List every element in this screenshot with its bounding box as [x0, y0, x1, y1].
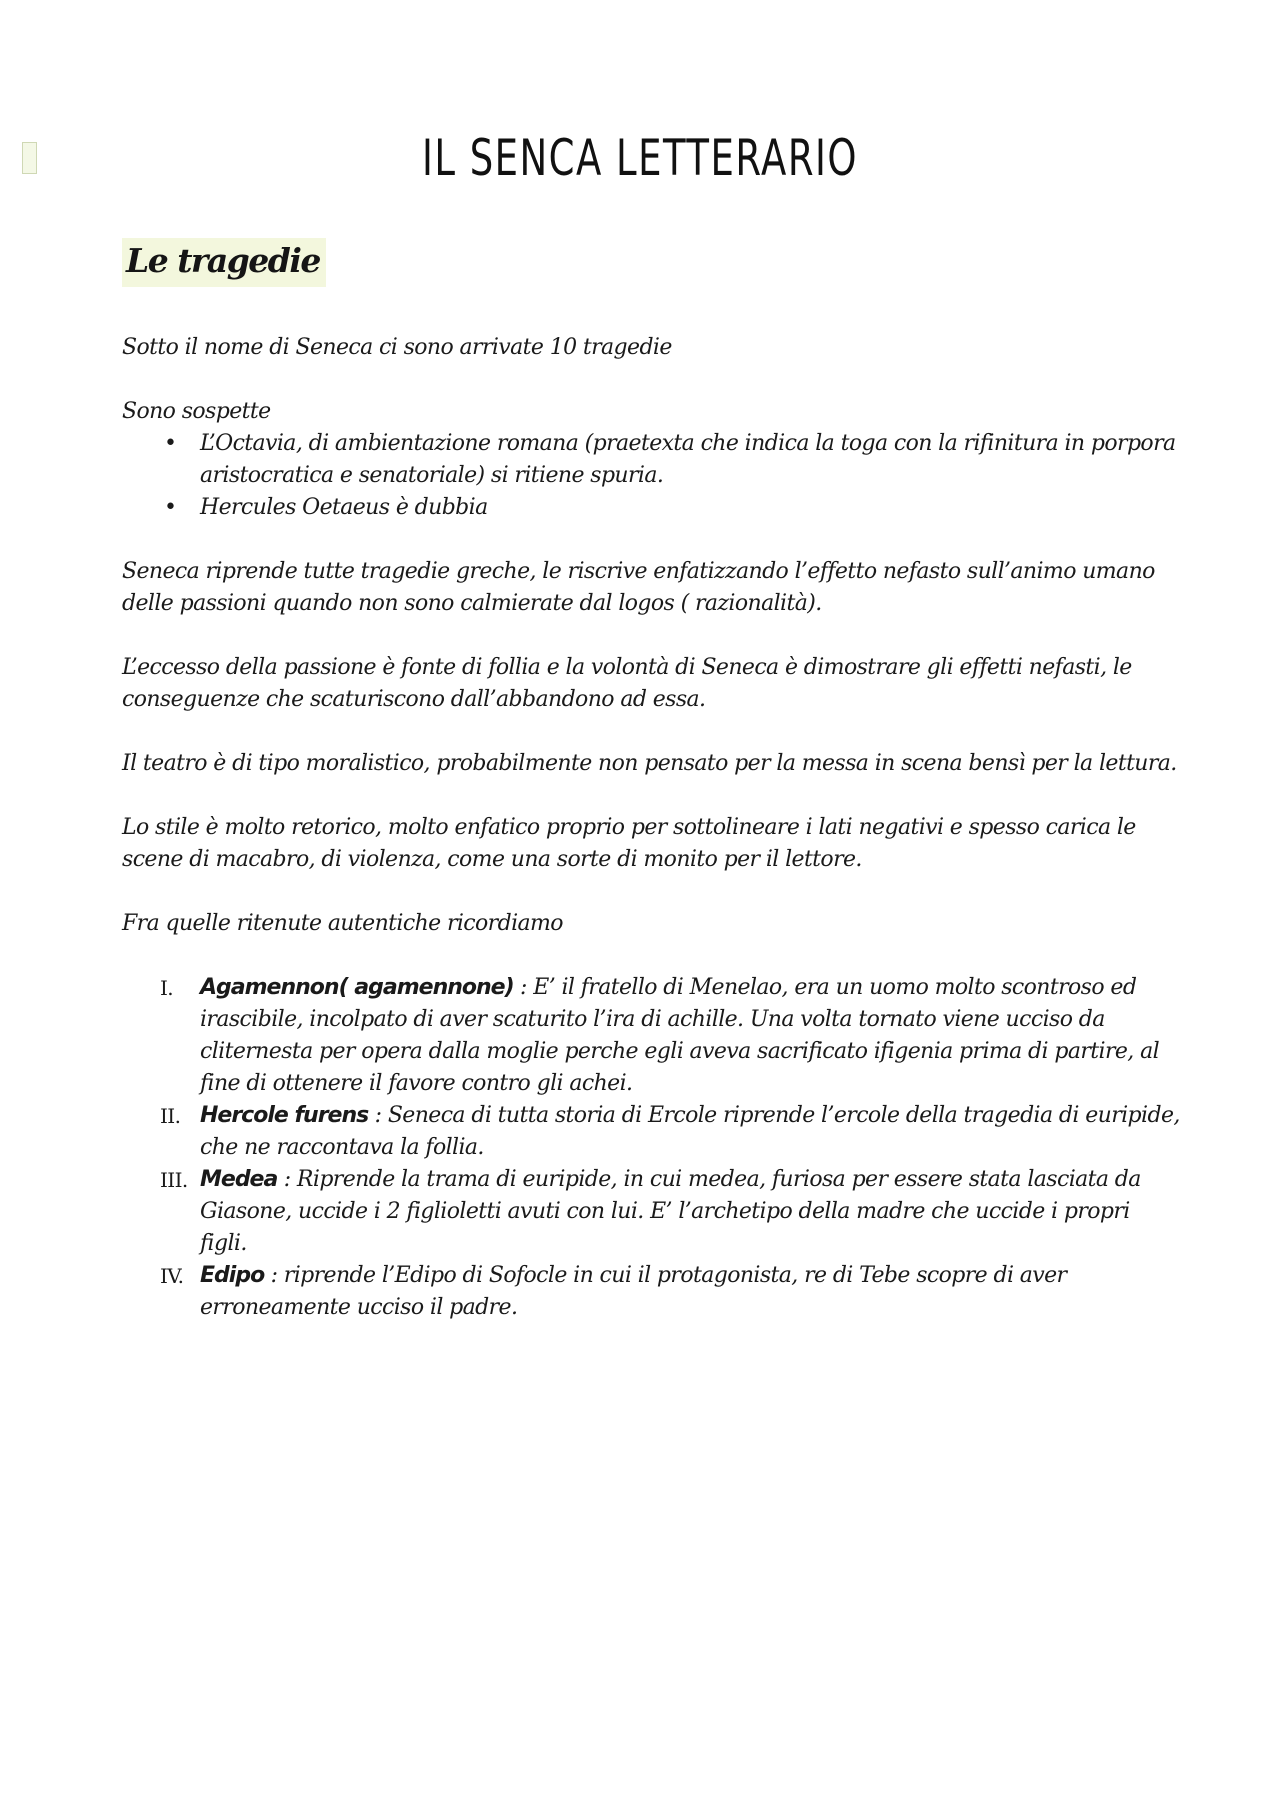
paragraph-passions: Seneca riprende tutte tragedie greche, le riscrive enfatizzando l’effetto nefasto sull’animo umano delle passioni quando non sono calmierate dal logos ( razionalità).	[122, 559, 1155, 616]
section-heading: Le tragedie	[122, 238, 326, 287]
list-numeral: III.	[160, 1168, 188, 1192]
list-item	[122, 1164, 1182, 1260]
tragedy-description: : riprende l’Edipo di Sofocle in cui il protagonista, re di Tebe scopre di aver erroneamente ucciso il padre.	[200, 1263, 1067, 1320]
paragraph-style: Lo stile è molto retorico, molto enfatico proprio per sottolineare i lati negativi e spesso carica le scene di macabro, di violenza, come una sorte di monito per il lettore.	[122, 815, 1136, 872]
tragedy-list	[122, 972, 1182, 1324]
paragraph-authentic: Fra quelle ritenute autentiche ricordiamo	[122, 911, 563, 936]
tragedy-description: : Seneca di tutta storia di Ercole riprende l’ercole della tragedia di euripide, che ne raccontava la follia.	[200, 1103, 1180, 1160]
list-item	[122, 1260, 1182, 1324]
document-body	[122, 332, 1182, 1324]
tragedy-description: : Riprende la trama di euripide, in cui medea, furiosa per essere stata lasciata da Giasone, uccide i 2 figlioletti avuti con lui. E’ l’archetipo della madre che uccide i propri figli.	[200, 1167, 1141, 1256]
tragedy-name: Medea	[200, 1167, 278, 1192]
list-numeral: IV.	[160, 1264, 184, 1288]
list-item: • L’Octavia, di ambientazione romana (praetexta che indica la toga con la rifinitura in porpora aristocratica e senatoriale) si ritiene spuria.	[122, 428, 1182, 492]
paragraph-excess: L’eccesso della passione è fonte di follia e la volontà di Seneca è dimostrare gli effetti nefasti, le conseguenze che scaturiscono dall’abbandono ad essa.	[122, 655, 1132, 712]
paragraph-theatre: Il teatro è di tipo moralistico, probabilmente non pensato per la messa in scena bensì per la lettura.	[122, 751, 1177, 776]
intro-paragraph: Sotto il nome di Seneca ci sono arrivate 10 tragedie	[122, 335, 672, 360]
list-item	[122, 972, 1182, 1100]
document-title: IL SENCA LETTERARIO	[421, 129, 859, 187]
tragedy-description: : E’ il fratello di Menelao, era un uomo molto scontroso ed irascibile, incolpato di aver scaturito l’ira di achille. Una volta tornato viene ucciso da cliternesta per opera dalla moglie perche egli aveva sacrificato ifigenia prima di partire, al fine di ottenere il favore contro gli achei.	[200, 975, 1160, 1096]
tragedy-name: Agamennon( agamennone)	[200, 975, 514, 1000]
list-numeral: I.	[160, 976, 174, 1000]
suspect-list	[122, 428, 1182, 524]
tragedy-name: Hercole furens	[200, 1103, 369, 1128]
margin-marker	[22, 142, 37, 174]
suspect-heading: Sono sospette	[122, 399, 271, 424]
tragedy-name: Edipo	[200, 1263, 265, 1288]
list-numeral: II.	[160, 1104, 181, 1128]
list-item	[122, 1100, 1182, 1164]
list-item: • Hercules Oetaeus è dubbia	[122, 492, 1182, 524]
